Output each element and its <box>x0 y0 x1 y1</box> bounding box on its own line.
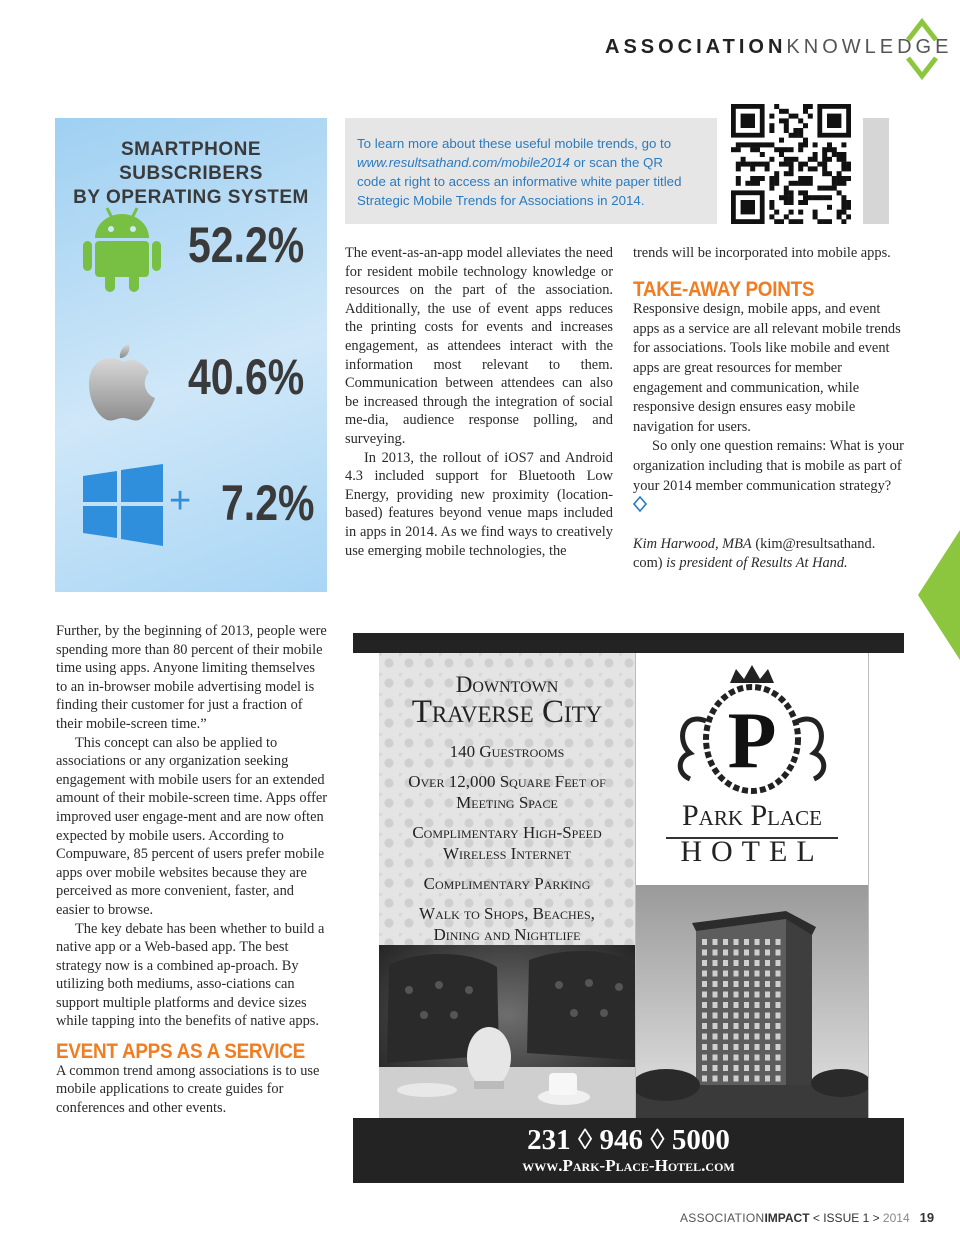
ad-feature-2: Over 12,000 Square Feet of Meeting Space <box>408 772 606 812</box>
promo-line3: code at right to access an informative white paper titled <box>357 174 682 189</box>
footer-mag-bold: IMPACT <box>764 1211 810 1225</box>
page-footer <box>680 1210 934 1225</box>
section-header <box>605 36 952 59</box>
event-apps-subhead: EVENT APPS AS A SERVICE <box>56 1040 306 1064</box>
end-diamond-icon <box>633 496 647 512</box>
author-email[interactable]: (kim@resultsathand. com) <box>633 535 876 572</box>
page-number: 19 <box>919 1210 935 1225</box>
promo-url-link[interactable]: www.resultsathand.com/mobile2014 <box>357 155 570 170</box>
qr-promo-box <box>345 118 717 224</box>
infographic-title <box>55 138 327 210</box>
crest-letter: P <box>727 697 777 785</box>
ad-feature-panel <box>379 653 635 1118</box>
footer-mag-light: ASSOCIATION <box>680 1211 765 1225</box>
hotel-name-line2: HOTEL <box>680 835 824 868</box>
middle-paragraph-2: In 2013, the rollout of iOS7 and Android 4.3 included support for Bluetooth Low Energy, providing new proximity (location-based) features beyond venue maps included in apps in 2014. As we find ways to creatively use emerging mobile technologies, the <box>345 449 613 559</box>
ad-phone-number[interactable]: 231 ◊ 946 ◊ 5000 <box>527 1124 730 1156</box>
takeaway-paragraph-2 <box>633 437 905 515</box>
windows-percent: 7.2% <box>221 475 315 531</box>
ad-website-link[interactable]: www.Park-Place-Hotel.com <box>522 1156 735 1175</box>
apple-percent: 40.6% <box>188 349 305 405</box>
park-place-hotel-ad[interactable] <box>353 633 904 1183</box>
takeaway-paragraph-1: Responsive design, mobile apps, and event apps as a service are all relevant mobile trends for associations. Tools like mobile and event apps are great resources for member engagement and communication, while responsive design ensures easy mobile navigation for users. <box>633 301 901 435</box>
left-paragraph-1: Further, by the beginning of 2013, people were spending more than 80 percent of their mobile time using apps. Anyone limiting themselves to an in-browser mobile advertising model is finding their customer for just a fraction of their mobile-screen time.” <box>56 623 327 732</box>
promo-line2: or scan the QR <box>569 155 663 170</box>
android-percent: 52.2% <box>188 217 305 273</box>
left-paragraph-3: The key debate has been whether to build a native app or a Web-based app. The best strategy now is a combined ap-proach. By utilizing both mediums, asso-ciations can support multiple platforms and device sizes while tapping into the benefits of native apps. <box>56 920 325 1030</box>
android-icon <box>81 202 163 294</box>
footer-issue: < ISSUE 1 > <box>809 1211 883 1225</box>
ad-hotel-panel <box>635 653 869 1118</box>
lounge-photo <box>379 945 635 1118</box>
header-title-light: KNOWLEDGE <box>786 36 953 58</box>
middle-paragraph-1: The event-as-an-app model alleviates the need for resident mobile technology knowledge or resources on the part of the association. Additionally, the use of event apps reduces the printing costs for events and increases engagement, as attendees interact with the information most relevant to them. Communication between attendees can also be increased through the integration of social me-dia, audience response polling, and surveying. <box>345 245 613 447</box>
author-name: Kim Harwood, MBA <box>633 535 752 552</box>
ad-feature-4: Complimentary Parking <box>423 874 591 893</box>
left-paragraph-2: This concept can also be applied to associations or any organization seeking engagement with mobile users for an extended amount of their mobile-screen time. Apps offer improved user engage-ment and are now often expected by mobile users. According to Compuware, 85 percent of users prefer mobile apps over mobile websites because they are perceived as more convenient, faster, and easier to browse. <box>56 734 328 918</box>
os-infographic <box>55 118 327 592</box>
takeaway-subhead: TAKE-AWAY POINTS <box>633 277 815 301</box>
hotel-crest-icon <box>672 661 832 801</box>
ad-downtown: Downtown <box>455 672 559 697</box>
footer-year: 2014 <box>882 1211 910 1225</box>
event-apps-paragraph: A common trend among associations is to use mobile applications to create guides for conferences and other events. <box>56 1062 320 1116</box>
middle-column <box>345 244 613 560</box>
ad-city: Traverse City <box>411 694 603 730</box>
takeaway-paragraph-2-text: So only one question remains: What is your organization including that is mobile as part of your 2014 member communication strategy? <box>633 438 904 494</box>
header-title-bold: ASSOCIATION <box>605 36 787 58</box>
apple-icon <box>83 340 163 424</box>
side-tab-triangle-icon <box>918 530 960 660</box>
hotel-building-photo <box>636 885 868 1118</box>
ad-feature-3: Complimentary High-Speed Wireless Internet <box>412 823 602 863</box>
ad-feature-1: 140 Guestrooms <box>449 742 565 761</box>
hotel-name-line1: Park Place <box>681 799 823 832</box>
right-top-text: trends will be incorporated into mobile apps. <box>633 245 891 261</box>
ad-feature-5: Walk to Shops, Beaches, Dining and Nightlife <box>419 904 595 944</box>
windows-plus: + <box>169 480 192 522</box>
windows-icon <box>81 462 165 548</box>
qr-code[interactable] <box>731 104 851 224</box>
header-chevron-icon <box>904 16 940 80</box>
infographic-title-line2: BY OPERATING SYSTEM <box>73 187 309 208</box>
ad-top-bar <box>353 633 904 653</box>
ad-contact-bar <box>353 1118 904 1183</box>
promo-text <box>357 134 709 210</box>
infographic-title-line1: SMARTPHONE SUBSCRIBERS <box>119 139 263 184</box>
promo-line1: To learn more about these useful mobile trends, go to <box>357 136 672 151</box>
right-column <box>633 244 905 574</box>
author-bio <box>633 535 905 574</box>
left-column <box>56 622 328 1117</box>
promo-stripe <box>863 118 889 224</box>
promo-line4: Strategic Mobile Trends for Associations in 2014. <box>357 193 645 208</box>
author-role: is president of Results At Hand. <box>662 555 848 572</box>
